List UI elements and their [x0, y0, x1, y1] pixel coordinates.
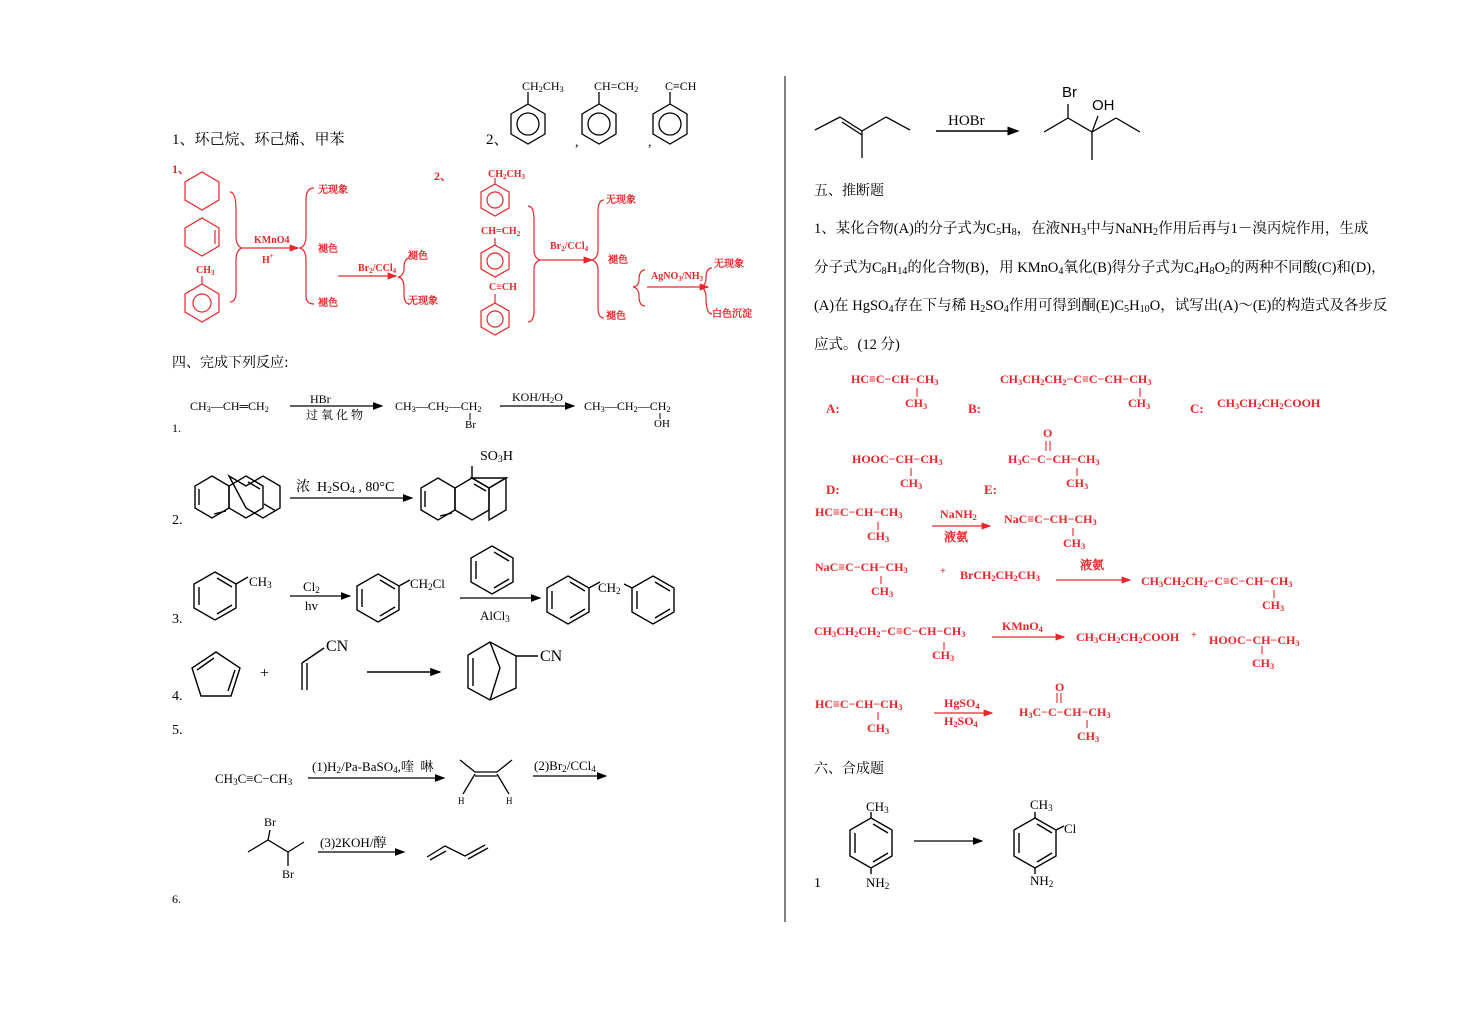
- rx1-reagent2: KOH/$H_2O$: [512, 390, 563, 405]
- dibromobutane: [248, 830, 304, 866]
- hobr-reagent: HOBr: [948, 113, 985, 129]
- ans2-none: 无现象: [606, 195, 636, 206]
- q2-sub2: $CH=CH_2$: [594, 79, 639, 94]
- eq3-lhs: $CH_3CH_2CH_2-C\equiv C-CH-CH_3$: [814, 624, 966, 639]
- q1-label: 1、环己烷、环己烯、甲苯: [172, 132, 345, 148]
- rx5-reagent2: $(2)Br_2/CCl_4$: [534, 758, 596, 774]
- ans1-none: 无现象: [318, 185, 348, 196]
- rx5-reactant: $CH_3C\equiv C-CH_3$: [215, 771, 293, 787]
- alkene-2-methyl-2-butene: [815, 117, 910, 158]
- eq2-rhs: $CH_3CH_2CH_2-C\equiv C-CH-CH_3$: [1141, 574, 1293, 589]
- ans-d-label: D:: [826, 482, 840, 497]
- rx5-h2: H: [506, 796, 513, 806]
- problem-line-1: 1、某化合物(A)的分子式为$C_5H_8$，在液$NH_3$中与NaNH$_2$作用后再与1－溴丙烷作用，生成: [814, 221, 1369, 238]
- eq2-lhs: $NaC\equiv C-CH-CH_3$: [815, 560, 908, 575]
- syn1-num: 1: [814, 876, 821, 891]
- syn1-ch3a: $CH_3$: [866, 799, 889, 815]
- syn1-cl: Cl: [1064, 821, 1077, 836]
- rx2-group: $SO_3H$: [480, 449, 513, 465]
- cyclohexane-ring: [185, 172, 219, 210]
- ans-c: $CH_3CH_2CH_2COOH$: [1217, 396, 1321, 411]
- rx1-prod2-sub: OH: [654, 418, 670, 430]
- ans1-reagent1b: H+: [262, 252, 274, 266]
- q2-label: 2、: [486, 132, 509, 148]
- syn1-nh2b: $NH_2$: [1030, 873, 1054, 889]
- problem-line-4: 应式。(12 分): [814, 337, 900, 353]
- q2-sep1: ,: [575, 135, 579, 150]
- ans1-r2-none: 无现象: [408, 296, 438, 307]
- p-toluidine: [850, 812, 892, 874]
- ans-e-sub: $CH_3$: [1066, 476, 1089, 491]
- eq4-lhs-sub: $CH_3$: [867, 721, 890, 736]
- q2-benzene-1: [511, 92, 545, 144]
- eq3-rhs1: $CH_3CH_2CH_2COOH$: [1076, 630, 1180, 645]
- ans1-drawing: [185, 172, 410, 322]
- cyclohexene-ring: [185, 218, 219, 256]
- rx5-br1: Br: [264, 815, 276, 829]
- eq3-lhs-sub: $CH_3$: [932, 648, 955, 663]
- eq4-reagent-top: HgSO$_4$: [944, 696, 980, 711]
- eq3-reagent: KMnO$_4$: [1002, 619, 1043, 634]
- ans-b: $CH_3CH_2CH_2-C\equiv C-CH-CH_3$: [1000, 372, 1152, 387]
- eq1-lhs: $HC\equiv C-CH-CH_3$: [815, 505, 903, 520]
- ans-e-label: E:: [984, 482, 997, 497]
- ans-b-sub: $CH_3$: [1128, 396, 1151, 411]
- rx5-reagent3: (3)2KOH/醇: [320, 835, 387, 850]
- q2-benzene-2: [582, 92, 616, 144]
- rx6-num: 6.: [172, 892, 181, 906]
- eq4-rhs-o: O: [1055, 680, 1065, 694]
- rx5-num: 5.: [172, 723, 183, 738]
- ans2-r2-none: 无现象: [714, 259, 744, 270]
- q2-sub1: $CH_2CH_3$: [522, 79, 564, 94]
- problem-line-2: 分子式为$C_8H_{14}$的化合物(B)，用 KMnO$_4$氧化(B)得分子式为$C_4H_8O_2$的两种不同酸(C)和(D)，: [814, 260, 1386, 277]
- eq2-lhs-sub: $CH_3$: [871, 584, 894, 599]
- q2-sub3: C≡CH: [665, 79, 697, 93]
- sec5-title: 五、推断题: [814, 183, 884, 199]
- ans1-r2-fade: 褪色: [408, 251, 428, 262]
- eq2-plus: +: [940, 566, 946, 577]
- problem-line-3: (A)在 HgSO$_4$存在下与稀 $H_2SO_4$作用可得到酮$(E)C_5H_{10}O$，试写出(A)～(E)的构造式及各步反: [814, 298, 1388, 315]
- rx3-ch2: $CH_2$: [598, 580, 621, 596]
- ans1-fade: 褪色: [318, 244, 338, 255]
- rx4-cn2: CN: [540, 648, 563, 665]
- rx1-prod1: $CH_3—CH_2—CH_2$: [395, 399, 482, 414]
- rx3-reagent-top: $Cl_2$: [303, 579, 320, 595]
- eq2-reagent: 液氨: [1080, 558, 1105, 572]
- rx1-prod1-sub: Br: [465, 419, 476, 431]
- hobr-oh: OH: [1092, 97, 1115, 114]
- eq3-plus: +: [1191, 630, 1197, 641]
- eq4-lhs: $HC\equiv C-CH-CH_3$: [815, 697, 903, 712]
- eq2-rhs-sub: $CH_3$: [1262, 598, 1285, 613]
- ans1-num: 1、: [172, 162, 191, 176]
- butadiene: [427, 845, 488, 860]
- chloro-toluidine: [1014, 812, 1064, 874]
- eq1-lhs-sub: $CH_3$: [867, 529, 890, 544]
- ans-a-label: A:: [826, 401, 840, 416]
- ans1-reagent2: $Br_2/CCl_4$: [358, 263, 397, 275]
- rx3-ch3: $CH_3$: [249, 574, 272, 590]
- ans-d: $HOOC-CH-CH_3$: [852, 452, 943, 467]
- eq4-rhs-sub: $CH_3$: [1077, 729, 1100, 744]
- sec6-title: 六、合成题: [814, 761, 884, 777]
- ans-a: $HC\equiv C-CH-CH_3$: [851, 372, 939, 387]
- cis-2-butene: [460, 760, 512, 794]
- ans2-s1: $CH_2CH_3$: [488, 169, 525, 181]
- acrylonitrile: [302, 648, 324, 690]
- eq1-rhs: $NaC\equiv C-CH-CH_3$: [1004, 512, 1097, 527]
- ans1-reagent1: KMnO4: [254, 235, 290, 246]
- eq1-rhs-sub: $CH_3$: [1063, 536, 1086, 551]
- rx1-reagent-bottom: 过 氧 化 物: [306, 408, 364, 422]
- ans2-fade2: 褪色: [606, 311, 626, 322]
- ans1-fade2: 褪色: [318, 298, 338, 309]
- norbornene-nitrile: [468, 642, 538, 700]
- ans2-reagent2: $AgNO_3/NH_3$: [651, 271, 704, 283]
- toluene: [194, 572, 248, 620]
- rx1-reagent-top: HBr: [310, 392, 331, 406]
- ans2-reagent1: $Br_2/CCl_4$: [550, 241, 589, 253]
- eq2-lhs2: $BrCH_2CH_2CH_3$: [960, 568, 1040, 583]
- ans2-num: 2、: [434, 169, 453, 183]
- toluene-ring: [185, 284, 219, 322]
- ans2-r2-ppt: 白色沉淀: [712, 309, 752, 320]
- ans-c-label: C:: [1190, 401, 1204, 416]
- eq3-rhs2-sub: $CH_3$: [1252, 656, 1275, 671]
- naphthalene: [195, 476, 280, 518]
- eq3-rhs2: $HOOC-CH-CH_3$: [1209, 633, 1300, 648]
- ans2-drawing: [481, 178, 712, 335]
- rx3-num: 3.: [172, 612, 183, 627]
- eq1-reagent-bottom: 液氨: [944, 530, 969, 544]
- naphthalenesulfonic-acid: [421, 466, 506, 520]
- rx3-reagent2: AlCl$_3$: [480, 608, 510, 624]
- ans-e: $H_3C-C-CH-CH_3$: [1008, 452, 1100, 467]
- benzyl-chloride: [357, 574, 410, 622]
- ans2-s2: $CH=CH_2$: [481, 226, 521, 238]
- ans2-fade: 褪色: [608, 255, 628, 266]
- rx4-num: 4.: [172, 689, 183, 704]
- syn1-ch3b: $CH_3$: [1030, 797, 1053, 813]
- ans-d-sub: $CH_3$: [900, 476, 923, 491]
- eq4-rhs: $H_3C-C-CH-CH_3$: [1019, 705, 1111, 720]
- cyclopentadiene: [192, 652, 240, 696]
- rx5-br2: Br: [282, 867, 294, 881]
- benzene-reagent: [471, 546, 513, 594]
- ans1-ch3: $CH_3$: [196, 265, 215, 277]
- ans-e-o: O: [1043, 426, 1053, 440]
- rx4-plus: +: [260, 665, 270, 682]
- syn1-nh2a: $NH_2$: [866, 875, 890, 891]
- eq4-reagent-bottom: $H_2SO_4$: [944, 714, 978, 729]
- rx1-num: 1.: [172, 421, 181, 435]
- ans-b-label: B:: [968, 401, 981, 416]
- rx5-reagent1: $(1)H_2/Pa-BaSO_4$,喹 啉: [312, 759, 434, 775]
- ans-a-sub: $CH_3$: [905, 396, 928, 411]
- q2-sep2: ,: [648, 135, 652, 150]
- rx3-ch2cl: $CH_2Cl$: [410, 576, 445, 592]
- rx3-reagent-bottom: hv: [305, 598, 318, 613]
- sec4-title: 四、完成下列反应:: [172, 355, 289, 371]
- rx2-num: 2.: [172, 513, 183, 528]
- ans2-s3: C≡CH: [489, 282, 517, 293]
- hobr-br: Br: [1062, 84, 1077, 101]
- rx4-cn: CN: [326, 638, 349, 655]
- rx5-h1: H: [458, 796, 465, 806]
- rx1-prod2: $CH_3—CH_2—CH_2$: [584, 399, 671, 414]
- rx2-reagent: 浓 $H_2SO_4$ , 80°C: [296, 480, 395, 496]
- q2-benzene-3: [653, 92, 687, 144]
- rx1-reactant: $CH_3—CH═CH_2$: [190, 399, 269, 414]
- eq1-reagent-top: NaNH$_2$: [940, 507, 977, 522]
